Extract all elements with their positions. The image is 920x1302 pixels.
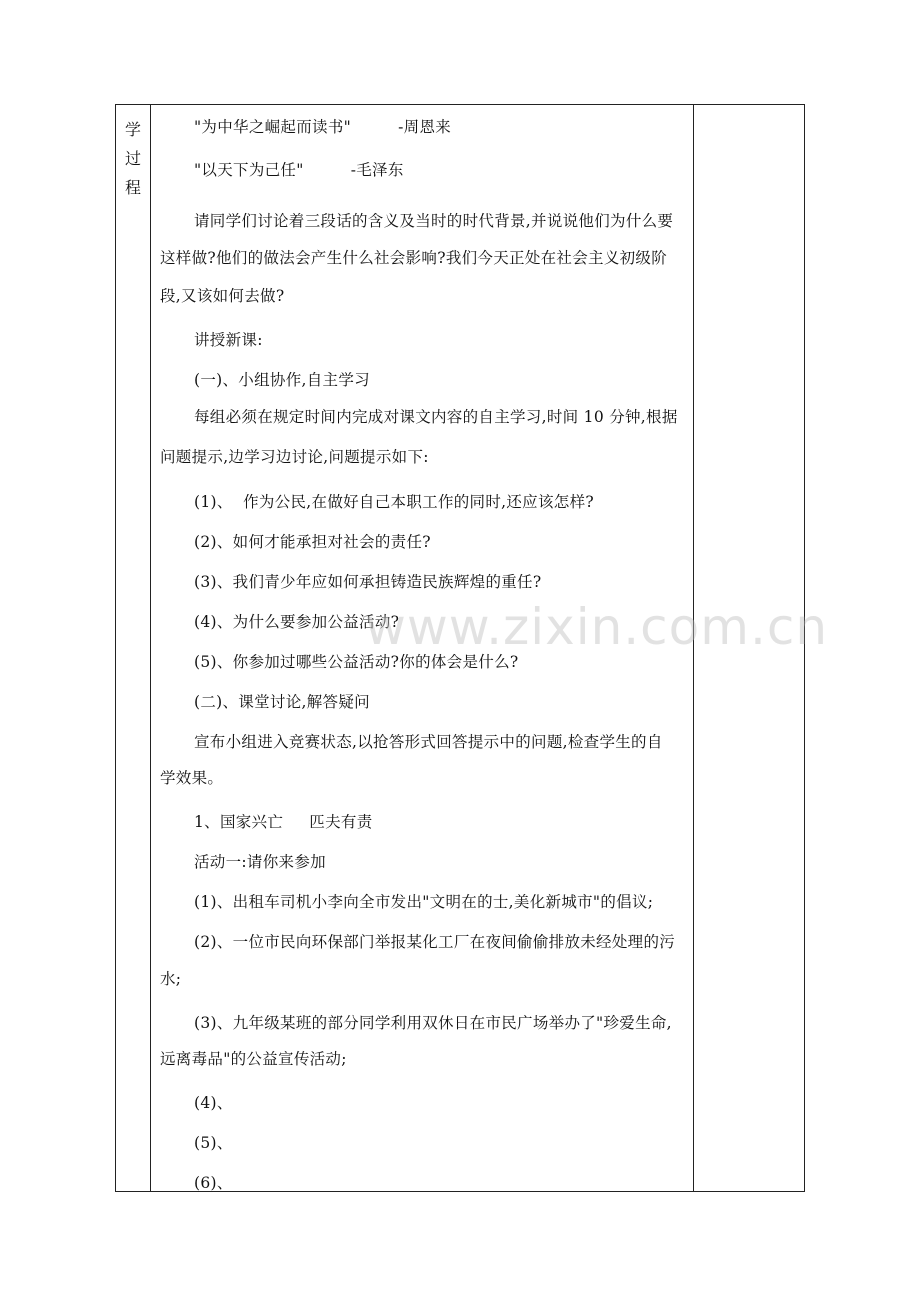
side-label-char: 过 bbox=[124, 149, 141, 168]
question-item: (2)、如何才能承担对社会的责任? bbox=[194, 533, 431, 551]
side-label-char: 学 bbox=[124, 120, 141, 139]
section-heading: 讲授新课: bbox=[194, 331, 263, 349]
activity-title: 活动一:请你来参加 bbox=[194, 853, 326, 871]
paragraph-line: 段,又该如何去做? bbox=[160, 287, 285, 305]
question-item: (3)、我们青少年应如何承担铸造民族辉煌的重任? bbox=[194, 573, 542, 591]
quote-line: "为中华之崛起而读书" -周恩来 bbox=[194, 118, 452, 136]
activity-item: 远离毒品"的公益宣传活动; bbox=[160, 1050, 347, 1068]
side-label bbox=[116, 115, 150, 202]
section-heading: (一)、小组协作,自主学习 bbox=[194, 371, 370, 389]
paragraph-line: 每组必须在规定时间内完成对课文内容的自主学习,时间 10 分钟,根据 bbox=[194, 408, 678, 426]
question-item: (4)、为什么要参加公益活动? bbox=[194, 613, 400, 631]
quote-line: "以天下为己任" -毛泽东 bbox=[194, 161, 404, 179]
paragraph-line: 请同学们讨论着三段话的含义及当时的时代背景,并说说他们为什么要 bbox=[194, 212, 674, 230]
question-item: (5)、你参加过哪些公益活动?你的体会是什么? bbox=[194, 653, 519, 671]
side-label-char: 程 bbox=[124, 178, 141, 197]
paragraph-line: 问题提示,边学习边讨论,问题提示如下: bbox=[160, 448, 429, 466]
column-divider-left bbox=[150, 105, 151, 1191]
section-heading: (二)、课堂讨论,解答疑问 bbox=[194, 693, 370, 711]
question-item: (1)、 作为公民,在做好自己本职工作的同时,还应该怎样? bbox=[194, 493, 594, 511]
activity-item: (4)、 bbox=[194, 1094, 233, 1112]
activity-item: 水; bbox=[160, 970, 182, 988]
watermark: www.zixin.com.cn bbox=[365, 598, 829, 656]
activity-item: (3)、九年级某班的部分同学利用双休日在市民广场举办了"珍爱生命, bbox=[194, 1014, 672, 1032]
activity-item: (5)、 bbox=[194, 1134, 233, 1152]
activity-item: (1)、出租车司机小李向全市发出"文明在的士,美化新城市"的倡议; bbox=[194, 893, 654, 911]
activity-item: (6)、 bbox=[194, 1174, 233, 1192]
activity-item: (2)、一位市民向环保部门举报某化工厂在夜间偷偷排放未经处理的污 bbox=[194, 933, 676, 951]
paragraph-line: 这样做?他们的做法会产生什么社会影响?我们今天正处在社会主义初级阶 bbox=[160, 249, 668, 267]
paragraph-line: 学效果。 bbox=[160, 769, 224, 787]
section-heading: 1、国家兴亡 匹夫有责 bbox=[194, 813, 373, 831]
paragraph-line: 宣布小组进入竞赛状态,以抢答形式回答提示中的问题,检查学生的自 bbox=[194, 733, 663, 751]
